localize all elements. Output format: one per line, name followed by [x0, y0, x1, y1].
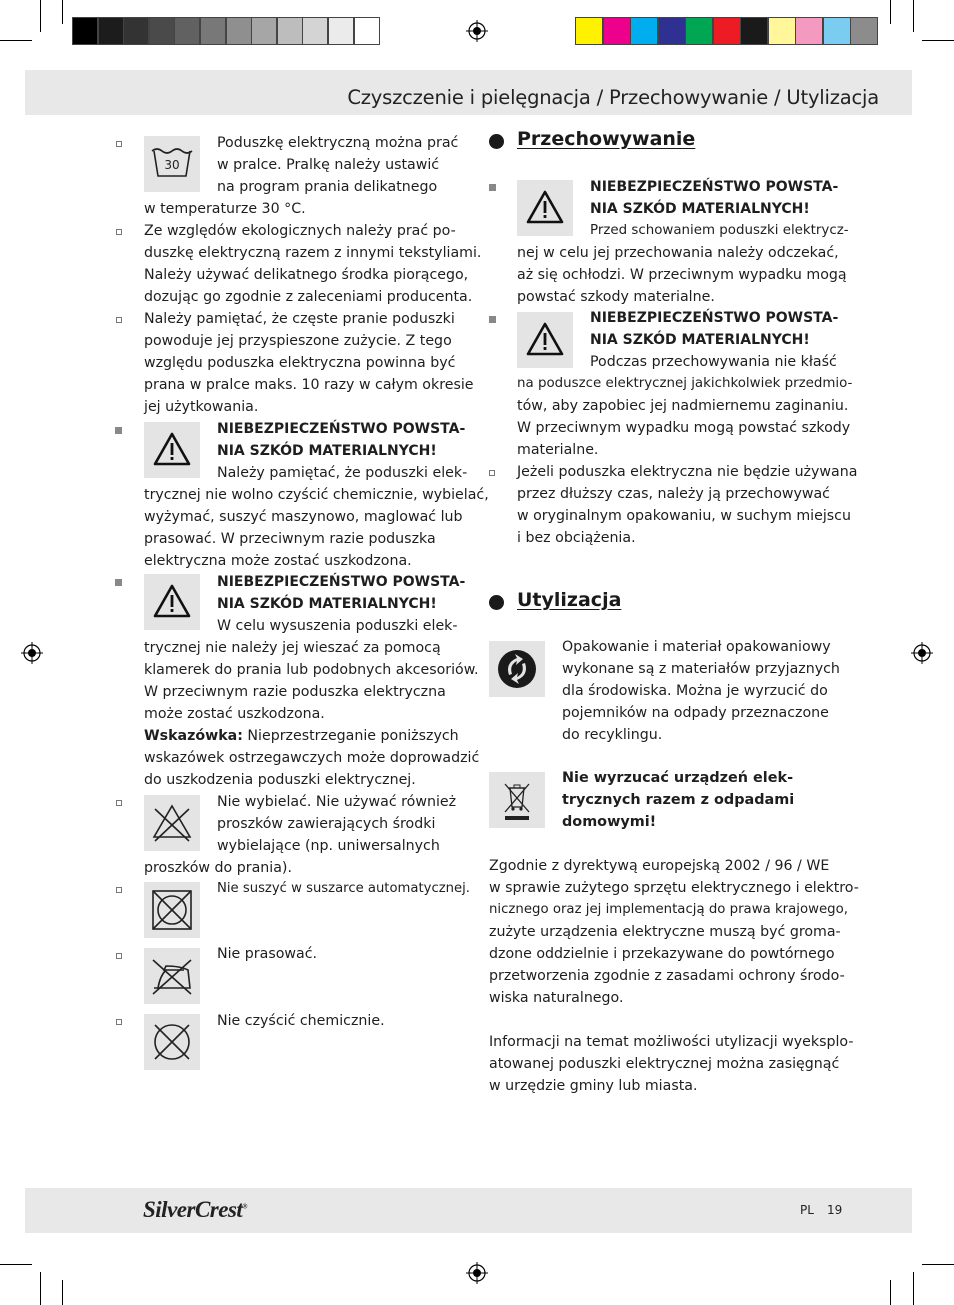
directive-text-6: przetworzenia zgodnie z zasadami ochrony środo-	[489, 968, 845, 984]
gray-swatch	[98, 17, 124, 45]
frequent-text-5: jej użytkowania.	[144, 399, 259, 415]
warning-icon	[517, 180, 573, 236]
eco-text-3: Należy używać delikatnego środka piorącego,	[144, 267, 469, 283]
warning-text-1: Podczas przechowywania nie kłaść	[590, 354, 837, 370]
directive-text-1: Zgodnie z dyrektywą europejską 2002 / 96 / WE	[489, 858, 830, 874]
section-title-disposal: Utylizacja	[517, 589, 622, 611]
warning-icon	[517, 312, 573, 368]
warning-text-5: elektryczna może zostać uszkodzona.	[144, 553, 412, 569]
color-swatch	[740, 17, 768, 45]
warning-text-4: W przeciwnym wypadku mogą powstać szkody	[517, 420, 851, 436]
warning-text-5: materialne.	[517, 442, 599, 458]
gray-swatch	[72, 17, 98, 45]
wash-text-2: w pralce. Pralkę należy ustawić	[217, 157, 440, 173]
directive-text-7: wiska naturalnego.	[489, 990, 624, 1006]
packaging-text-4: pojemników na odpady przeznaczone	[562, 705, 829, 721]
warning-text-3: aż się ochłodzi. W przeciwnym wypadku mogą	[517, 267, 847, 283]
info-text-2: atowanej poduszki elektrycznej można zasięgnąć	[489, 1056, 840, 1072]
packaging-text-1: Opakowanie i materiał opakowaniowy	[562, 639, 831, 655]
gray-swatch	[149, 17, 175, 45]
list-bullet	[116, 800, 122, 806]
list-bullet	[116, 953, 122, 959]
weee-text-2: trycznych razem z odpadami	[562, 792, 795, 808]
no-dry-clean-icon	[144, 1014, 200, 1070]
warning-heading-2: NIA SZKÓD MATERIALNYCH!	[590, 332, 810, 348]
directive-text-3: nicznego oraz jej implementacją do prawa krajowego,	[489, 902, 848, 917]
crossed-bin-icon	[489, 772, 545, 828]
warning-icon	[144, 422, 200, 478]
warning-text-1: W celu wysuszenia poduszki elek-	[217, 618, 458, 634]
language-code: PL	[800, 1203, 814, 1217]
warning-text-5: może zostać uszkodzona.	[144, 706, 325, 722]
registration-mark-icon	[911, 642, 933, 664]
registration-mark-icon	[466, 20, 488, 42]
color-swatch	[713, 17, 741, 45]
warning-text-4: W przeciwnym razie poduszka elektryczna	[144, 684, 446, 700]
gray-swatch	[174, 17, 200, 45]
eco-text-4: dozując go zgodnie z zaleceniami producenta.	[144, 289, 473, 305]
color-swatch	[823, 17, 851, 45]
storage-text-2: przez dłuższy czas, należy ją przechowywać	[517, 486, 830, 502]
note-label: Wskazówka:	[144, 728, 243, 744]
packaging-text-3: dla środowiska. Można je wyrzucić do	[562, 683, 828, 699]
bleach-text-3: wybielające (np. uniwersalnych	[217, 838, 440, 854]
frequent-text-1: Należy pamiętać, że częste pranie poduszki	[144, 311, 455, 327]
note-text-2: wskazówek ostrzegawczych może doprowadzić	[144, 750, 480, 766]
warning-heading-2: NIA SZKÓD MATERIALNYCH!	[217, 443, 437, 459]
wash-temperature-label: 30	[164, 158, 180, 172]
dryclean-text: Nie czyścić chemicznie.	[217, 1013, 385, 1029]
list-bullet	[116, 141, 122, 147]
note-text-3: do uszkodzenia poduszki elektrycznej.	[144, 772, 416, 788]
list-bullet	[489, 316, 496, 323]
wash-text-1: Poduszkę elektryczną można prać	[217, 135, 459, 151]
directive-text-5: dzone oddzielnie i przekazywane do powtórnego	[489, 946, 835, 962]
page-title: Czyszczenie i pielęgnacja / Przechowywanie / Utylizacja	[347, 86, 879, 109]
warning-heading-1: NIEBEZPIECZEŃSTWO POWSTA-	[217, 574, 466, 590]
weee-text-1: Nie wyrzucać urządzeń elek-	[562, 770, 794, 786]
warning-text-3: tów, aby zapobiec jej nadmiernemu zaginaniu.	[517, 398, 849, 414]
no-iron-icon	[144, 948, 200, 1004]
weee-text-3: domowymi!	[562, 814, 657, 830]
registration-mark-icon	[466, 1262, 488, 1284]
color-swatch	[685, 17, 713, 45]
color-swatch	[575, 17, 603, 45]
frequent-text-3: względu poduszka elektryczna powinna być	[144, 355, 456, 371]
warning-heading-1: NIEBEZPIECZEŃSTWO POWSTA-	[590, 310, 839, 326]
registration-mark-icon	[21, 642, 43, 664]
section-title-storage: Przechowywanie	[517, 128, 696, 150]
no-tumble-dry-icon	[144, 882, 200, 938]
warning-heading-1: NIEBEZPIECZEŃSTWO POWSTA-	[217, 421, 466, 437]
warning-text-3: wyżymać, suszyć maszynowo, maglować lub	[144, 509, 463, 525]
list-bullet	[116, 317, 122, 323]
note-text-1: Nieprzestrzeganie poniższych	[242, 728, 459, 744]
warning-text-2: na poduszce elektrycznej jakichkolwiek przedmio-	[517, 376, 853, 391]
warning-text-1: Należy pamiętać, że poduszki elek-	[217, 465, 468, 481]
list-bullet	[489, 184, 496, 191]
brand-logo: SilverCrest®	[143, 1197, 248, 1222]
warning-heading-2: NIA SZKÓD MATERIALNYCH!	[217, 596, 437, 612]
gray-swatch	[354, 17, 380, 45]
iron-text: Nie prasować.	[217, 946, 318, 962]
gray-swatch	[200, 17, 226, 45]
section-bullet	[489, 134, 504, 149]
warning-text-1: Przed schowaniem poduszki elektrycz-	[590, 223, 849, 238]
warning-text-4: powstać szkody materialne.	[517, 289, 715, 305]
list-bullet	[116, 887, 122, 893]
eco-text-2: duszkę elektryczną razem z innymi tekstyliami.	[144, 245, 482, 261]
page-number: 19	[827, 1203, 843, 1217]
gray-swatch	[302, 17, 328, 45]
warning-text-3: klamerek do prania lub podobnych akcesoriów.	[144, 662, 479, 678]
color-swatch	[795, 17, 823, 45]
color-swatch	[630, 17, 658, 45]
dry-text: Nie suszyć w suszarce automatycznej.	[217, 881, 470, 896]
warning-text-4: prasować. W przeciwnym razie poduszka	[144, 531, 436, 547]
directive-text-2: w sprawie zużytego sprzętu elektrycznego i elektro-	[489, 880, 859, 896]
list-bullet	[116, 1019, 122, 1025]
packaging-text-2: wykonane są z materiałów przyjaznych	[562, 661, 840, 677]
gray-swatch	[328, 17, 354, 45]
storage-text-1: Jeżeli poduszka elektryczna nie będzie używana	[517, 464, 858, 480]
color-swatch	[658, 17, 686, 45]
warning-text-2: trycznej nie należy jej wieszać za pomocą	[144, 640, 441, 656]
gray-swatch	[123, 17, 149, 45]
warning-heading-1: NIEBEZPIECZEŃSTWO POWSTA-	[590, 179, 839, 195]
packaging-text-5: do recyklingu.	[562, 727, 663, 743]
warning-heading-2: NIA SZKÓD MATERIALNYCH!	[590, 201, 810, 217]
info-text-1: Informacji na temat możliwości utylizacji wyeksplo-	[489, 1034, 854, 1050]
bleach-text-2: proszków zawierających środki	[217, 816, 436, 832]
color-swatch	[768, 17, 796, 45]
bleach-text-1: Nie wybielać. Nie używać również	[217, 794, 457, 810]
list-bullet	[115, 427, 122, 434]
warning-text-2: trycznej nie wolno czyścić chemicznie, wybielać,	[144, 487, 489, 503]
list-bullet	[115, 579, 122, 586]
info-text-3: w urzędzie gminy lub miasta.	[489, 1078, 698, 1094]
color-swatch	[603, 17, 631, 45]
no-bleach-icon	[144, 795, 200, 851]
wash-30-icon	[144, 136, 200, 192]
gray-swatch	[251, 17, 277, 45]
gray-swatch	[226, 17, 252, 45]
storage-text-3: w oryginalnym opakowaniu, w suchym miejscu	[517, 508, 851, 524]
directive-text-4: zużyte urządzenia elektryczne muszą być groma-	[489, 924, 841, 940]
note-line-1	[144, 725, 459, 747]
green-dot-recycle-icon	[489, 641, 545, 697]
wash-text-4: w temperaturze 30 °C.	[144, 201, 306, 217]
warning-icon	[144, 574, 200, 630]
color-swatch	[850, 17, 878, 45]
list-bullet	[116, 229, 122, 235]
frequent-text-4: prana w pralce maks. 10 razy w całym okresie	[144, 377, 474, 393]
wash-text-3: na program prania delikatnego	[217, 179, 438, 195]
warning-text-2: nej w celu jej przechowania należy odczekać,	[517, 245, 839, 261]
bleach-text-4: proszków do prania).	[144, 860, 292, 876]
section-bullet	[489, 595, 504, 610]
storage-text-4: i bez obciążenia.	[517, 530, 636, 546]
eco-text-1: Ze względów ekologicznych należy prać po-	[144, 223, 456, 239]
gray-swatch	[277, 17, 303, 45]
list-bullet	[489, 470, 495, 476]
frequent-text-2: powoduje jej przyspieszone zużycie. Z tego	[144, 333, 452, 349]
